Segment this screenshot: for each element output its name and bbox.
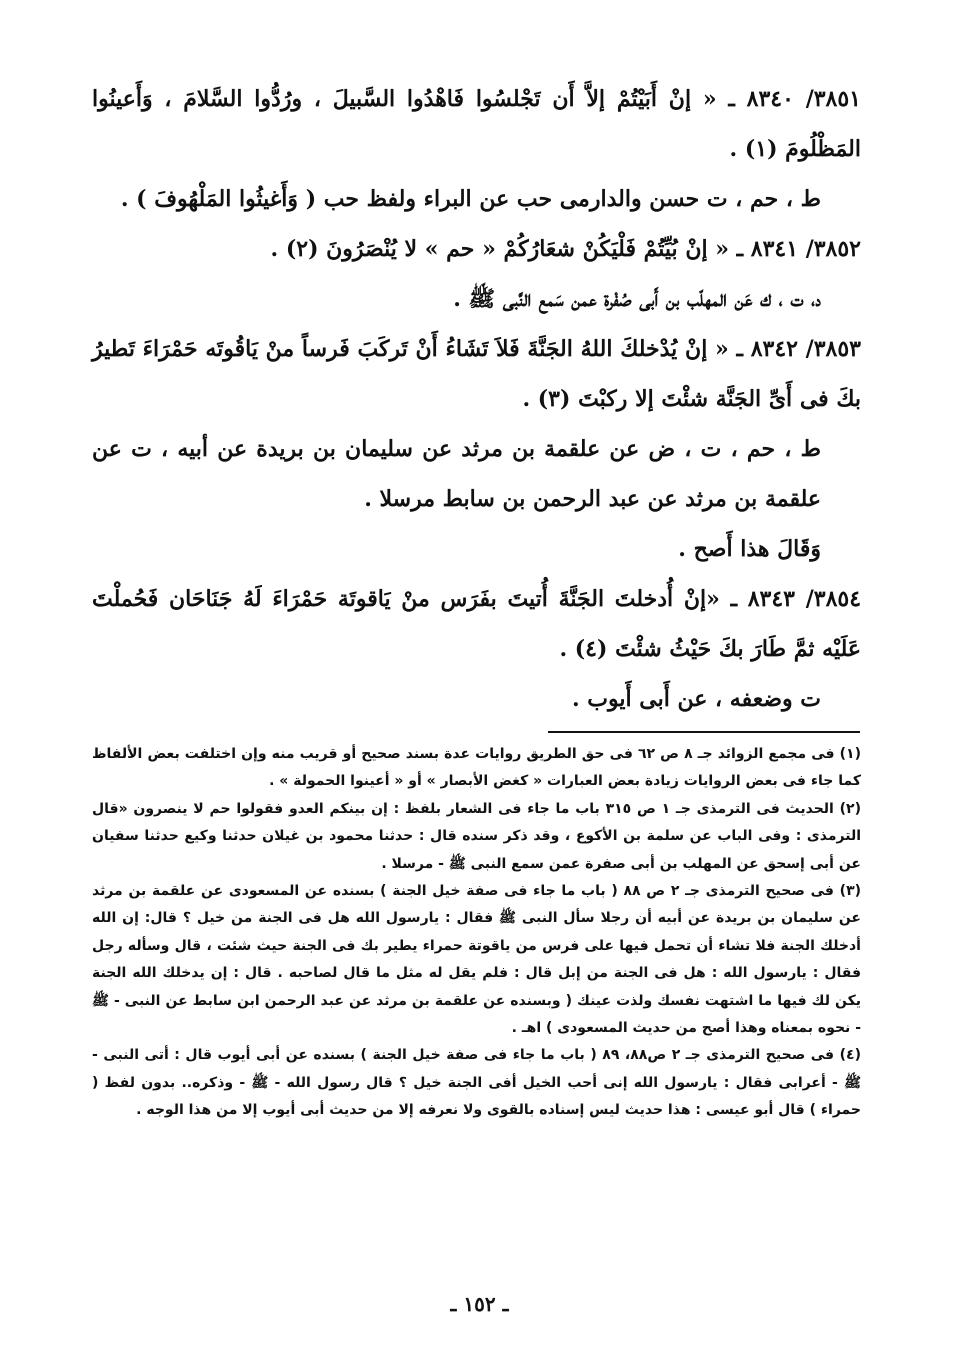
hadith-3852: ٣٨٥٢/ ٨٣٤١ ـ « إنْ بُيِّتُمْ فَلْيَكُنْ شعَارُكُمْ « حم » لا يُنْصَرُونَ (٢) .	[270, 236, 861, 262]
footnotes	[92, 741, 861, 1125]
hadith-3853-source: ط ، حم ، ت ، ض عن علقمة بن مرثد عن سليمان بن بريدة عن أبيه ، ت عن علقمة بن مرثد عن عبد الرحمن بن سابط مرسلا .	[92, 436, 821, 512]
hadith-3851-source: ط ، حم ، ت حسن والدارمى حب عن البراء ولفظ حب ( وَأَغيثُوا المَلْهُوفَ ) .	[120, 186, 821, 212]
hadith-3853: ٣٨٥٣/ ٨٣٤٢ ـ « إنْ يُدْخلكَ اللهُ الجَنَّةَ فَلاَ تَشَاءُ أَنْ تَركَبَ فَرساً منْ يَاقُوتَه حَمْرَاءَ تَطيرُ بكَ فى أَىِّ الجَنَّة شئْتَ إلا ركبْتَ (٣) .	[92, 336, 861, 412]
page-number: ـ ١٥٢ ـ	[450, 1292, 509, 1316]
footnote-2: (٢) الحديث فى الترمذى جـ ١ ص ٣١٥ باب ما جاء فى الشعار بلفظ : إن بينكم العدو فقولوا حم لا ينصرون «قال الترمذى : وفى الباب عن سلمة بن الأكوع ، وقد ذكر سنده قال : حدثنا محمود بن غيلان حدثنا وكيع حدثنا سفيان عن أبى إسحق عن المهلب بن أبى صفرة عمن سمع النبى ﷺ - مرسلا .	[92, 800, 861, 872]
hadith-3854: ٣٨٥٤/ ٨٣٤٣ ـ «إنْ أُدخلتَ الجَنَّةَ أُتيتَ بفَرَس منْ يَاقوتَة حَمْرَاءَ لَهُ جَنَاحَان فَحُملْتَ عَلَيْه ثمَّ طَارَ بكَ حَيْثُ شئْتَ (٤) .	[92, 586, 862, 662]
hadith-3854-source: ت وضعفه ، عن أَبى أَيوب .	[571, 686, 821, 712]
footnote-4: (٤) فى صحيح الترمذى جـ ٢ ص٨٨، ٨٩ ( باب ما جاء فى صفة خيل الجنة ) بسنده عن أبى أيوب قال : أتى النبى - ﷺ - أعرابى فقال : يارسول الله إنى أحب الخيل أفى الجنة خيل ؟ قال رسول الله - ﷺ - وذكره.. بدون لفظ ( حمراء ) قال أبو عيسى : هذا حديث ليس إسناده بالقوى ولا نعرفه إلا من حديث أبى أيوب إلا من هذا الوجه .	[92, 1047, 861, 1119]
footnote-separator	[548, 731, 860, 733]
footnote-3: (٣) فى صحيح الترمذى جـ ٢ ص ٨٨ ( باب ما جاء فى صفة خيل الجنة ) بسنده عن المسعودى عن علقمة بن مرثد عن سليمان بن بريدة عن أبيه أن رجلا سأل النبى ﷺ فقال : يارسول الله هل فى الجنة من خيل ؟ قال: إن الله أدخلك الجنة فلا تشاء أن تحمل فيها على فرس من ياقوتة حمراء يطير بك فى الجنة حيث شئت ، قال وسأله رجل فقال : يارسول الله : هل فى الجنة من إبل قال : فلم يقل له مثل ما قال لصاحبه . قال : إن يدخلك الله الجنة يكن لك فيها ما اشتهت نفسك ولذت عينك ( وبسنده عن علقمة بن مرثد عن عبد الرحمن ابن سابط عن النبى - ﷺ - نحوه بمعناه وهذا أصح من حديث المسعودى ) اهـ .	[92, 883, 862, 1037]
hadith-3852-source: د، ت ، ك عَن المهلّب بن أَبى صُفْرة عمن سَمع النَّبى ﷺ .	[453, 286, 821, 312]
main-text	[92, 74, 861, 724]
footnote-1: (١) فى مجمع الزوائد جـ ٨ ص ٦٢ فى حق الطريق روايات عدة بسند صحيح أو قريب منه وإن اختلفت بعض الألفاظ كما جاء فى بعض الروايات زيادة بعض العبارات « كغض الأبصار » أو « أعينوا الحمولة » .	[92, 746, 861, 790]
hadith-3851: ٣٨٥١/ ٨٣٤٠ ـ « إنْ أَبَيْتُمْ إلاَّ أَن تَجْلسُوا فَاهْدُوا السَّبيلَ ، ورُدُّوا السَّلامَ ، وَأَعينُوا المَظْلُومَ (١) .	[92, 86, 861, 162]
hadith-3853-remark: وَقَالَ هذا أَصح .	[678, 536, 821, 562]
